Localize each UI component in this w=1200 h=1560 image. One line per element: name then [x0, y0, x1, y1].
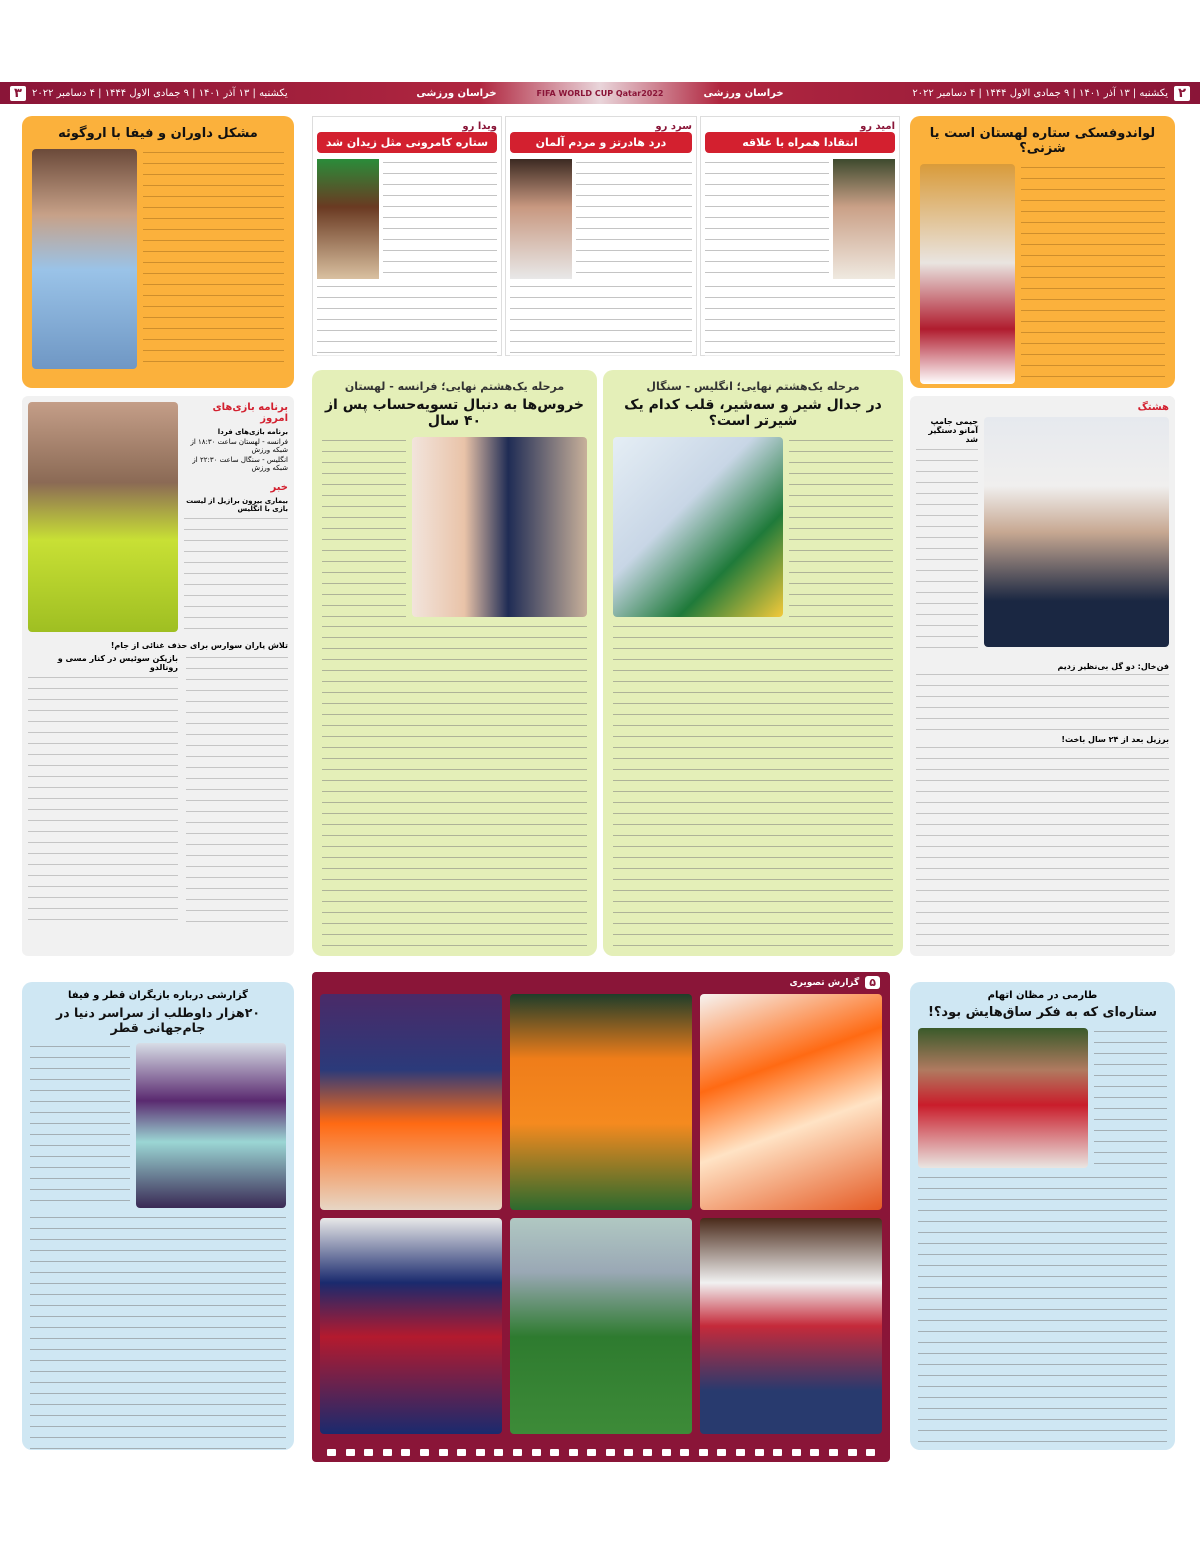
news-tag: خبر [270, 482, 288, 493]
photo-fan-1 [700, 994, 882, 1210]
schedule-title: برنامه بازی‌های امروز [212, 402, 288, 424]
taremi-kicker: طارمی در مظان اتهام [987, 990, 1098, 1001]
col-b-tag: سرد رو [655, 121, 692, 132]
item3-title: برزیل بعد از ۲۴ سال باخت! [1061, 735, 1169, 744]
taremi-photo [918, 1028, 1088, 1168]
col-c [312, 116, 502, 356]
photo-fan-4 [320, 1218, 502, 1434]
es-photo [613, 437, 783, 617]
col-b [505, 116, 697, 356]
news-item3-title: بازیکن سوئیس در کنار مسی و رونالدو [57, 654, 178, 672]
uruguay-article [22, 116, 294, 388]
left-page-number: ۳ [10, 86, 26, 101]
schedule-sub: برنامه بازی‌های فردا [217, 428, 288, 436]
uruguay-player-photo [32, 149, 137, 369]
photo-match [510, 1218, 692, 1434]
photo-team-huddle [510, 994, 692, 1210]
taremi-article [910, 982, 1175, 1450]
brand-logo-left: خراسان ورزشی [416, 87, 497, 99]
header-band [0, 82, 1200, 104]
report-tag: گزارش تصویری [789, 977, 860, 988]
schedule-match2: انگلیس - سنگال ساعت ۲۲:۳۰ از شبکه ورزش [192, 456, 288, 472]
schedule-match1: فرانسه - لهستان ساعت ۱۸:۳۰ از شبکه ورزش [190, 438, 288, 454]
hashtag-label: هشتگ [1137, 402, 1169, 413]
england-senegal-article [603, 370, 903, 956]
col-b-red-title: درد هادرتز و مردم آلمان [510, 132, 692, 153]
news-item2-title: تلاش یاران سوارس برای حذف غنائی از جام! [110, 641, 288, 650]
fp-kicker: مرحله یک‌هشتم نهایی؛ فرانسه - لهستان [344, 380, 565, 393]
brand-logo-right: خراسان ورزشی [703, 87, 784, 99]
fp-photo [412, 437, 587, 617]
uruguay-title: مشکل داوران و فیفا با اروگوئه [58, 126, 258, 141]
photo-report [312, 972, 890, 1462]
lewandowski-article [910, 116, 1175, 388]
item2-title: فن‌خال: دو گل بی‌نظیر زدیم [1057, 662, 1169, 671]
col-a-photo [833, 159, 895, 279]
vol-kicker: گزارشی درباره بازیگران قطر و فیفا [68, 990, 248, 1001]
news-item1-title: بیماری بیرون برازیل از لیست بازی با انگلیس [186, 497, 288, 513]
col-c-red-title: ستاره کامرونی مثل زیدان شد [317, 132, 497, 153]
article-body [1021, 164, 1165, 384]
france-poland-article [312, 370, 597, 956]
report-number: ۵ [865, 976, 880, 989]
item1-title: جیمی جامپ آمانو دستگیر شد [928, 417, 978, 444]
col-b-photo [510, 159, 572, 279]
right-date: یکشنبه | ۱۳ آذر ۱۴۰۱ | ۹ جمادی الاول ۱۴۴۴ | ۴ دسامبر ۲۰۲۲ [912, 87, 1169, 99]
article-title: لواندوفسکی ستاره لهستان است یا شزنی؟ [929, 126, 1156, 156]
lewandowski-photo [920, 164, 1015, 384]
col-a [700, 116, 900, 356]
volunteers-article [22, 982, 294, 1450]
cup-logo: FIFA WORLD CUP Qatar2022 [536, 88, 664, 98]
taremi-title: ستاره‌ای که به فکر ساق‌هایش بود؟! [927, 1005, 1158, 1020]
film-holes [312, 1446, 890, 1458]
left-sidebar [22, 396, 294, 956]
col-c-photo [317, 159, 379, 279]
right-page-number: ۲ [1174, 86, 1190, 101]
es-kicker: مرحله یک‌هشتم نهایی؛ انگلیس - سنگال [646, 380, 860, 393]
right-sidebar-main [910, 396, 1175, 956]
vol-title: ۲۰هزار داوطلب از سراسر دنیا در جام‌جهانی قطر [56, 1005, 260, 1035]
referee-photo [28, 402, 178, 632]
left-date: یکشنبه | ۱۳ آذر ۱۴۰۱ | ۹ جمادی الاول ۱۴۴۴ | ۴ دسامبر ۲۰۲۲ [31, 87, 288, 99]
van-gaal-photo [984, 417, 1169, 647]
fp-title: خروس‌ها به دنبال تسویه‌حساب پس از ۴۰ سال [324, 397, 585, 429]
col-a-tag: امید رو [860, 121, 895, 132]
col-c-tag: ویدا رو [462, 121, 497, 132]
col-a-red-title: انتقادا همراه با علاقه [705, 132, 895, 153]
volunteers-photo [136, 1043, 286, 1208]
photo-fan-3 [700, 1218, 882, 1434]
es-title: در جدال شیر و سه‌شیر، قلب کدام یک شیرتر است؟ [624, 397, 882, 429]
photo-fan-2 [320, 994, 502, 1210]
